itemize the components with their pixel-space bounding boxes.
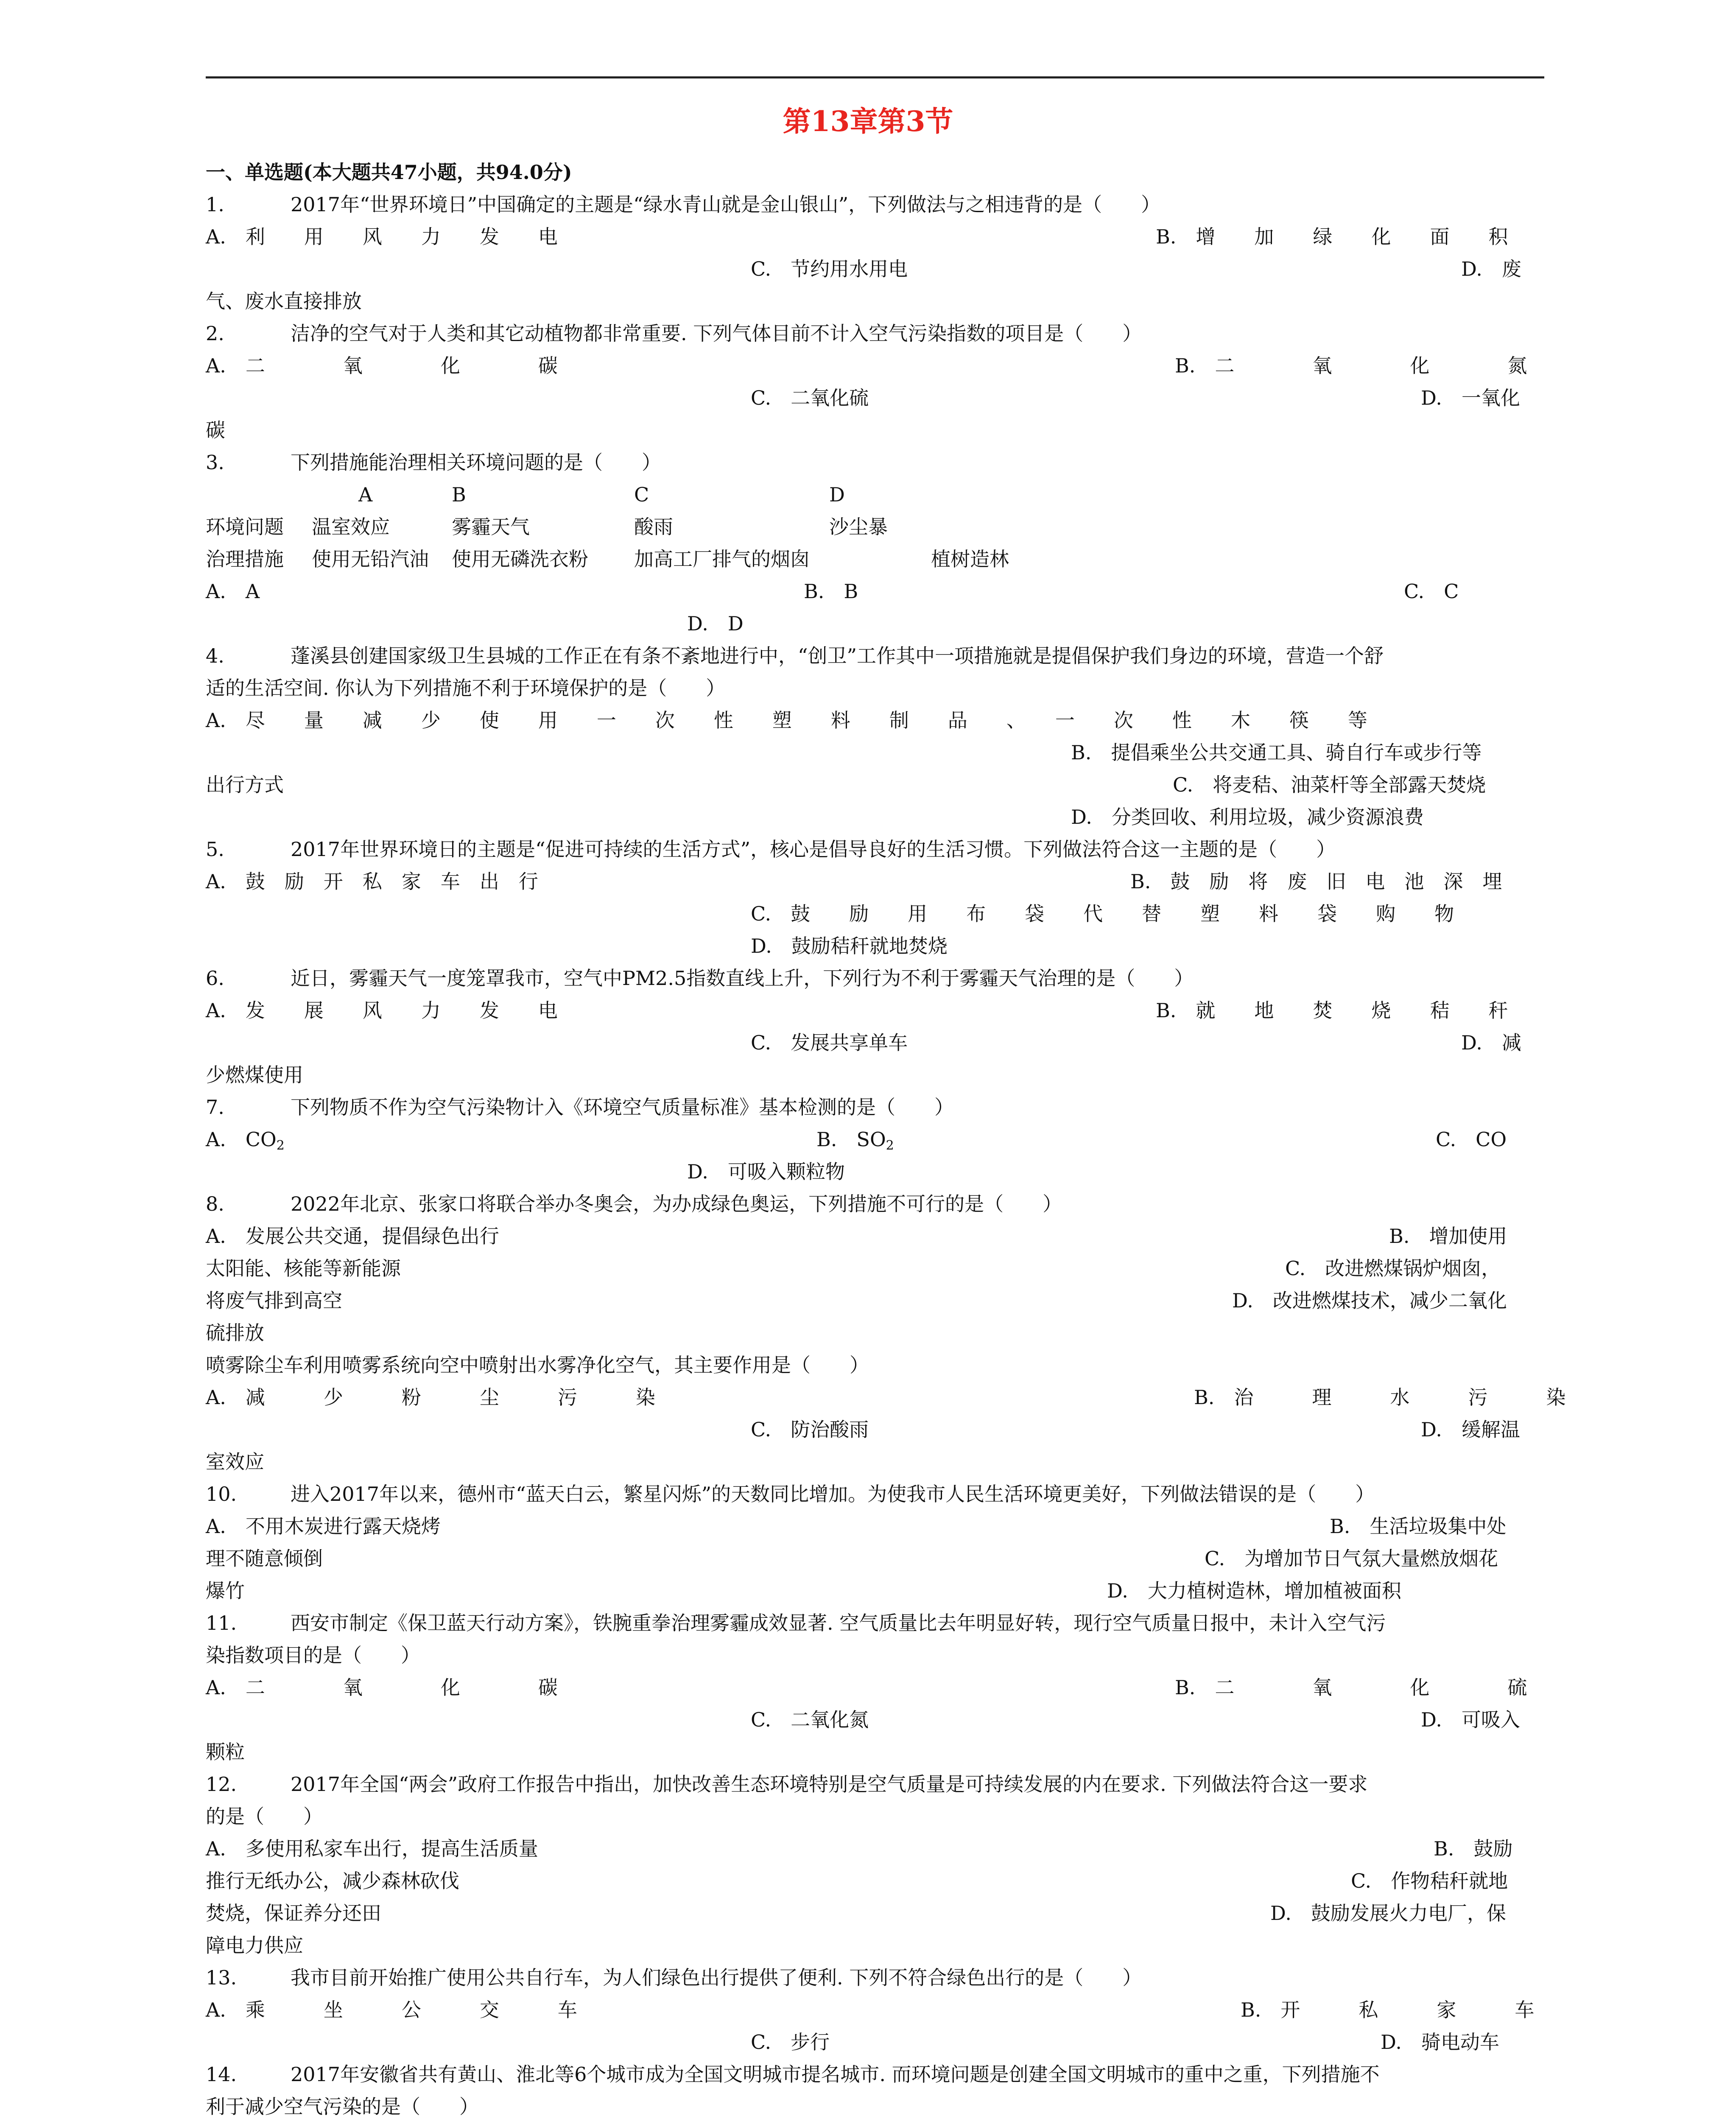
question-8-options-row2: 太阳能、核能等新能源 C. 改进燃煤锅炉烟囱， (206, 1252, 1544, 1284)
question-8-options-row1 (206, 1220, 1544, 1252)
option-c[interactable]: C. 将麦秸、油菜杆等全部露天焚烧 (1173, 773, 1486, 796)
option-a[interactable]: A. 多使用私家车出行，提高生活质量 (206, 1837, 538, 1860)
question-6-options-row1 (206, 994, 1544, 1027)
question-13-options-row1 (206, 1994, 1544, 2026)
option-d[interactable]: D. 一氧化 (1421, 386, 1520, 409)
question-2-wrap: 碳 (206, 419, 225, 442)
option-b[interactable]: B. 鼓 励 将 废 旧 电 池 深 埋 (1130, 870, 1502, 893)
question-12-options-row3: 焚烧，保证养分还田 D. 鼓励发展火力电厂，保 (206, 1897, 1544, 1929)
option-d[interactable]: D. 可吸入颗粒物 (687, 1160, 845, 1183)
option-a[interactable]: A. 利 用 风 力 发 电 (206, 225, 558, 248)
question-14-stem: 14. 2017年安徽省共有黄山、淮北等6个城市成为全国文明城市提名城市. 而环境问题是创建全国文明城市的重中之重，下列措施不 (206, 2063, 1380, 2086)
question-8-stem: 8. 2022年北京、张家口将联合举办冬奥会，为办成绿色奥运，下列措施不可行的是（ ） (206, 1192, 1062, 1215)
question-11-options-row2 (206, 1704, 1544, 1736)
question-4-option-d (206, 801, 1544, 833)
question-12-options-row1 (206, 1833, 1544, 1865)
option-b[interactable]: B. 开 私 家 车 (1241, 1998, 1535, 2021)
table-header-row: A B C D (358, 483, 845, 506)
option-b[interactable]: B. 提倡乘坐公共交通工具、骑自行车或步行等 (1071, 741, 1482, 764)
question-11-stem: 11. 西安市制定《保卫蓝天行动方案》，铁腕重拳治理雾霾成效显著. 空气质量比去年明显好转，现行空气质量日报中，未计入空气污 (206, 1612, 1386, 1634)
question-4-option-b (206, 736, 1544, 769)
question-3-options-row1 (206, 575, 1544, 607)
option-a[interactable]: A. 二 氧 化 碳 (206, 354, 558, 377)
question-2-stem: 2. 洁净的空气对于人类和其它动植物都非常重要. 下列气体目前不计入空气污染指数的项目是（ ） (206, 322, 1142, 345)
option-d[interactable]: D. 分类回收、利用垃圾，减少资源浪费 (1071, 806, 1424, 828)
question-13-options-row2 (206, 2026, 1544, 2058)
question-7-stem: 7. 下列物质不作为空气污染物计入《环境空气质量标准》基本检测的是（ ） (206, 1096, 954, 1119)
option-a[interactable]: A. 鼓 励 开 私 家 车 出 行 (206, 870, 538, 893)
option-a[interactable]: A. 发展公共交通，提倡绿色出行 (206, 1225, 499, 1248)
option-c[interactable]: C. C (1404, 580, 1459, 603)
option-a[interactable]: A. 尽 量 减 少 使 用 一 次 性 塑 料 制 品 、 一 次 性 木 筷 等 (206, 709, 1367, 732)
option-a[interactable]: A. 减 少 粉 尘 污 染 (206, 1386, 655, 1409)
option-d[interactable]: D. 减 (1461, 1031, 1521, 1054)
option-a[interactable]: A. 发 展 风 力 发 电 (206, 999, 558, 1022)
option-b[interactable]: B. 生活垃圾集中处 (1330, 1515, 1507, 1538)
question-4-stem: 4. 蓬溪县创建国家级卫生县城的工作正在有条不紊地进行中，“创卫”工作其中一项措施就是提倡保护我们身边的环境，营造一个舒 (206, 644, 1384, 667)
option-c[interactable]: C. 步行 (751, 2031, 830, 2054)
question-13-stem: 13. 我市目前开始推广使用公共自行车，为人们绿色出行提供了便利. 下列不符合绿色出行的是（ ） (206, 1966, 1142, 1989)
option-b[interactable]: B. 就 地 焚 烧 秸 秆 (1156, 999, 1508, 1022)
question-6-options-row2 (206, 1027, 1544, 1059)
question-1-options-row1 (206, 221, 1544, 253)
option-c[interactable]: C. CO (1436, 1128, 1507, 1151)
question-list (206, 156, 1566, 2121)
option-b[interactable]: B. B (804, 580, 858, 603)
option-b[interactable]: B. 增加使用 (1389, 1225, 1507, 1248)
option-c[interactable]: C. 防治酸雨 (751, 1418, 869, 1441)
question-14-stem-wrap: 利于减少空气污染的是（ ） (206, 2095, 479, 2118)
question-7-options-row1 (206, 1123, 1544, 1156)
section-heading: 一、单选题(本大题共47小题，共94.0分) (206, 161, 572, 184)
question-12-stem: 12. 2017年全国“两会”政府工作报告中指出，加快改善生态环境特别是空气质量是可持续发展的内在要求. 下列做法符合这一要求 (206, 1773, 1368, 1796)
question-2-options-row2 (206, 382, 1544, 414)
option-d[interactable]: D. D (687, 612, 744, 635)
option-a[interactable]: A. 乘 坐 公 交 车 (206, 1998, 577, 2021)
question-3-stem: 3. 下列措施能治理相关环境问题的是（ ） (206, 451, 661, 474)
question-10-options-row3: 爆竹 D. 大力植树造林，增加植被面积 (206, 1575, 1544, 1607)
question-11-options-row1 (206, 1671, 1544, 1704)
question-7-options-row2 (206, 1156, 1544, 1188)
question-4-stem-wrap: 适的生活空间. 你认为下列措施不利于环境保护的是（ ） (206, 677, 726, 700)
question-10-stem: 10. 进入2017年以来，德州市“蓝天白云，繁星闪烁”的天数同比增加。为使我市人民生活环境更美好，下列做法错误的是（ ） (206, 1483, 1375, 1505)
option-d[interactable]: D. 大力植树造林，增加植被面积 (1107, 1579, 1401, 1602)
option-a[interactable]: A. 不用木炭进行露天烧烤 (206, 1515, 441, 1538)
option-d[interactable]: D. 鼓励秸秆就地焚烧 (751, 935, 948, 957)
option-c[interactable]: C. 鼓 励 用 布 袋 代 替 塑 料 袋 购 物 (751, 902, 1454, 925)
question-8-options-row3: 将废气排到高空 D. 改进燃煤技术，减少二氧化 (206, 1284, 1544, 1317)
question-1-stem: 1. 2017年“世界环境日”中国确定的主题是“绿水青山就是金山银山”，下列做法与之相违背的是（ ） (206, 193, 1161, 216)
question-2-options-row1 (206, 350, 1544, 382)
question-5-stem: 5. 2017年世界环境日的主题是“促进可持续的生活方式”，核心是倡导良好的生活习惯。下列做法符合这一主题的是（ ） (206, 838, 1336, 861)
option-c[interactable]: C. 发展共享单车 (751, 1031, 908, 1054)
question-8-wrap: 硫排放 (206, 1321, 264, 1344)
option-a[interactable]: A. 二 氧 化 碳 (206, 1676, 558, 1699)
question-9-options-row1 (206, 1381, 1566, 1413)
option-b[interactable]: B. $SO_2$ (816, 1128, 894, 1153)
question-4-option-c: 出行方式 C. 将麦秸、油菜杆等全部露天焚烧 (206, 769, 1544, 801)
option-d[interactable]: D. 改进燃煤技术，减少二氧化 (1232, 1289, 1507, 1312)
question-6-stem: 6. 近日，雾霾天气一度笼罩我市，空气中PM2.5指数直线上升，下列行为不利于雾霾天气治理的是（ ） (206, 967, 1194, 990)
option-b[interactable]: B. 二 氧 化 氮 (1175, 354, 1527, 377)
question-5-options-row3 (206, 930, 1544, 962)
option-d[interactable]: D. 可吸入 (1421, 1708, 1520, 1731)
option-b[interactable]: B. 增 加 绿 化 面 积 (1156, 225, 1508, 248)
option-b[interactable]: B. 鼓励 (1434, 1837, 1513, 1860)
option-c[interactable]: C. 为增加节日气氛大量燃放烟花 (1205, 1547, 1498, 1570)
question-5-options-row2 (206, 898, 1544, 930)
option-d[interactable]: D. 废 (1461, 257, 1521, 280)
option-c[interactable]: C. 节约用水用电 (751, 257, 908, 280)
question-9-options-row2 (206, 1413, 1544, 1446)
option-a[interactable]: A. $CO_2$ (206, 1128, 285, 1153)
question-12-stem-wrap: 的是（ ） (206, 1805, 323, 1828)
question-3-options-row2 (206, 607, 1544, 640)
question-9-stem: 喷雾除尘车利用喷雾系统向空中喷射出水雾净化空气，其主要作用是（ ） (206, 1354, 869, 1377)
option-d[interactable]: D. 鼓励发展火力电厂，保 (1270, 1902, 1506, 1925)
table-row: 环境问题 温室效应 雾霾天气 酸雨 沙尘暴 (206, 515, 888, 538)
option-b[interactable]: B. 二 氧 化 硫 (1175, 1676, 1527, 1699)
option-b[interactable]: B. 治 理 水 污 染 (1194, 1386, 1566, 1409)
question-11-stem-wrap: 染指数项目的是（ ） (206, 1644, 420, 1667)
question-11-wrap: 颗粒 (206, 1740, 245, 1763)
question-6-wrap: 少燃煤使用 (206, 1063, 303, 1086)
table-row: 治理措施 使用无铅汽油 使用无磷洗衣粉 加高工厂排气的烟囱 植树造林 (206, 548, 1009, 571)
question-12-options-row2: 推行无纸办公，减少森林砍伐 C. 作物秸秆就地 (206, 1865, 1544, 1897)
option-c[interactable]: C. 改进燃煤锅炉烟囱， (1285, 1257, 1501, 1280)
question-1-options-row2 (206, 253, 1544, 285)
option-d[interactable]: D. 缓解温 (1421, 1418, 1520, 1441)
option-d[interactable]: D. 骑电动车 (1381, 2031, 1499, 2054)
question-10-options-row1 (206, 1510, 1544, 1542)
option-c[interactable]: C. 作物秸秆就地 (1351, 1869, 1508, 1892)
option-c[interactable]: C. 二氧化氮 (751, 1708, 869, 1731)
question-9-wrap: 室效应 (206, 1450, 264, 1473)
option-c[interactable]: C. 二氧化硫 (751, 386, 869, 409)
question-12-wrap: 障电力供应 (206, 1934, 303, 1957)
question-1-wrap: 气、废水直接排放 (206, 290, 362, 313)
header-rule (206, 76, 1544, 78)
page-title: 第13章第3节 (783, 105, 953, 138)
question-10-options-row2: 理不随意倾倒 C. 为增加节日气氛大量燃放烟花 (206, 1542, 1544, 1575)
option-a[interactable]: A. A (206, 580, 260, 603)
question-4-option-a (206, 704, 1544, 736)
question-5-options-row1 (206, 865, 1544, 898)
